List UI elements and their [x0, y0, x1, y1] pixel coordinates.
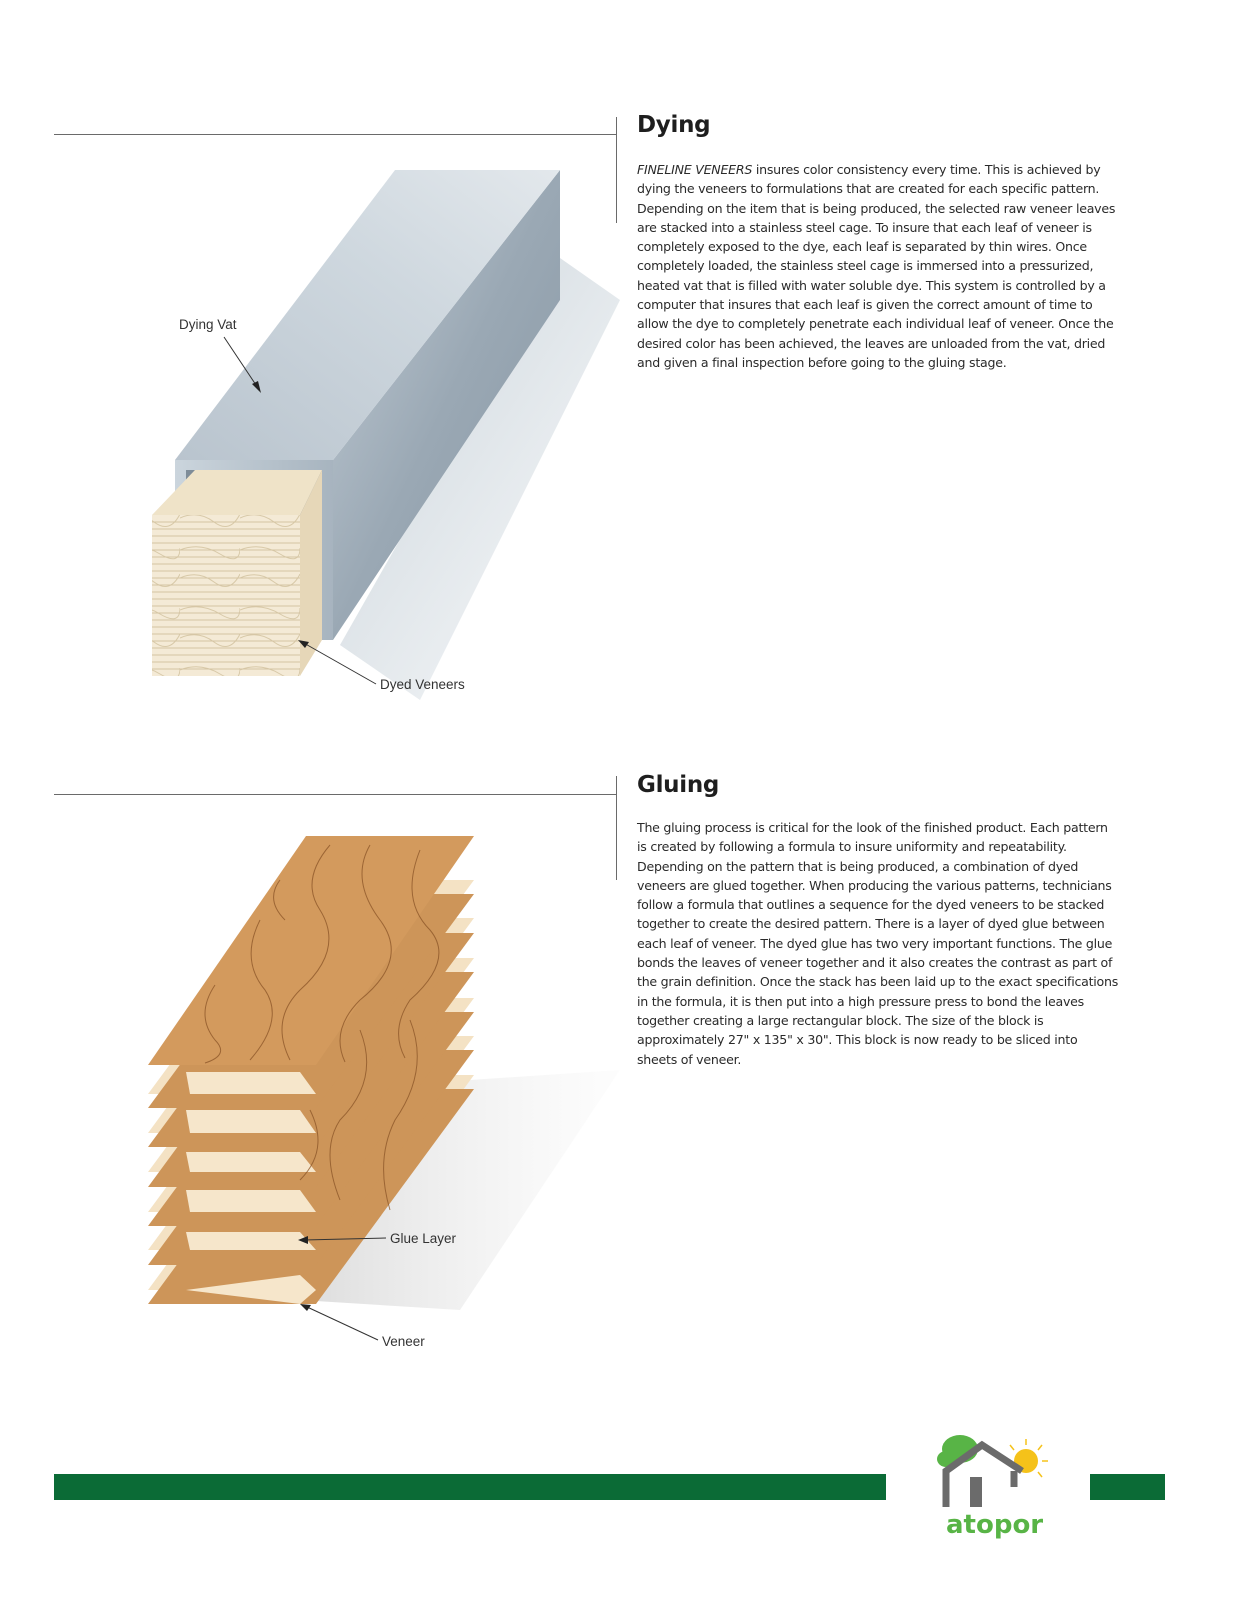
- footer-bar-left: [54, 1474, 886, 1500]
- brand-name: FINELINE VENEERS: [637, 162, 753, 177]
- dying-body: [637, 160, 1119, 372]
- callout-veneer: Veneer: [382, 1334, 425, 1349]
- dying-rule-horizontal: [54, 134, 616, 135]
- gluing-body: The gluing process is critical for the look of the finished product. Each pattern is created by following a formula to insure uniformity and repeatability. Depending on the pattern that is being produced, a combination of dyed veneers are glued together. When producing the various patterns, technicians follow a formula that outlines a sequence for the dyed veneers to be stacked together to create the desired pattern. There is a layer of dyed glue between each leaf of veneer. The dyed glue has two very important functions. The glue bonds the leaves of veneer together and it also creates the contrast as part of the grain definition. Once the stack has been laid up to the exact specifications in the formula, it is then put into a high pressure press to bond the leaves together creating a large rectangular block. The size of the block is approximately 27" x 135" x 30". This block is now ready to be sliced into sheets of veneer.: [637, 820, 1119, 1067]
- dying-title: Dying: [637, 112, 711, 138]
- dying-body-text: insures color consistency every time. This is achieved by dying the veneers to formulations that are created for each specific pattern. Depending on the item that is being produced, the selected raw veneer leaves are stacked into a stainless steel cage. To insure that each leaf of veneer is completely exposed to the dye, each leaf is separated by thin wires. Once completely loaded, the stainless steel cage is immersed into a pressurized, heated vat that is filled with water soluble dye. This system is controlled by a computer that insures that each leaf is given the correct amount of time to allow the dye to completely penetrate each individual leaf of veneer. Once the desired color has been achieved, the leaves are unloaded from the vat, dried and given a final inspection before going to the gluing stage.: [637, 162, 1116, 370]
- atopor-logo: [930, 1425, 1060, 1540]
- callout-dyed-veneers: Dyed Veneers: [380, 677, 465, 692]
- dyed-veneer-stack: [152, 470, 322, 676]
- logo-wordmark: atopor: [946, 1510, 1044, 1540]
- gluing-stack-illustration: [0, 820, 640, 1360]
- callout-dying-vat: Dying Vat: [179, 317, 237, 332]
- dying-vat-illustration: [0, 150, 640, 710]
- gluing-rule-horizontal: [54, 794, 616, 795]
- callout-glue-layer: Glue Layer: [390, 1231, 457, 1246]
- footer-bar-right: [1090, 1474, 1165, 1500]
- gluing-title: Gluing: [637, 772, 720, 798]
